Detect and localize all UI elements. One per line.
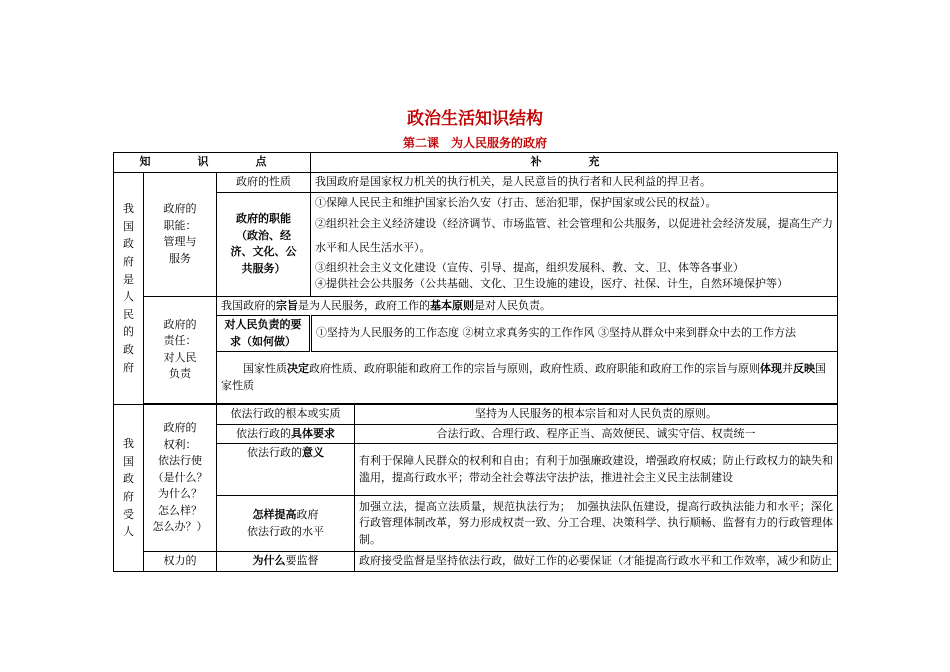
lesson-subtitle: 第二课 为人民服务的政府 [402,136,547,150]
func-item-4: ④提供社会公共服务（公共基础、文化、卫生设施的建设，医疗、社保、计生，自然环境保护等） [315,277,789,291]
purpose-text: 我国政府的宗旨是为人民服务，政府工作的基本原则是对人民负责。 [217,296,838,316]
nature-label: 政府的性质 [217,172,311,192]
power-q3: 依法行政的意义 [217,444,355,496]
power-q1: 依法行政的根本或实质 [217,405,355,425]
func-item-1: ①保障人民民主和维护国家长治久安（打击、惩治犯罪，保护国家或公民的权益）。 [315,196,717,210]
table-header-row [114,153,838,173]
table-row [114,444,838,496]
section1-label: 我 国 政 府 是 人 民 的 政 府 [114,172,144,405]
requirement-text: ①坚持为人民服务的工作态度 ②树立求真务实的工作作风 ③坚持从群众中来到群众中去的工作方法 [311,316,838,352]
supervision-a: 政府接受监督是坚持依法行政，做好工作的必要保证（才能提高行政水平和工作效率，减少和防止 [355,552,838,572]
func-item-3: ③组织社会主义文化建设（宣传、引导、提高，组织发展科、教、文、卫、体等各事业） [315,260,745,274]
func-label: 政府的职能 （政治、经 济、文化、公 共服务） [217,192,311,296]
power-a2: 合法行政、合理行政、程序正当、高效便民、诚实守信、权责统一 [355,424,838,444]
supervision-q: 为什么要监督 [217,552,355,572]
knowledge-table [113,152,838,572]
nature-text: 我国政府是国家权力机关的执行机关，是人民意旨的执行者和人民利益的捍卫者。 [311,172,838,192]
nature-decides-text: 国家性质决定政府性质、政府职能和政府工作的宗旨与原则，政府性质、政府职能和政府工作的宗旨与原则体现并反映国家性质 [217,352,838,404]
requirement-label: 对人民负责的要求（如何做） [217,316,311,352]
header-knowledge-point: 知 识 点 [114,153,311,173]
table-row [114,552,838,572]
table-row [114,352,838,404]
table-row [114,316,838,352]
power-label: 政府的 权利： 依法行使 （是什么？ 为什么？ 怎么样？ 怎么办？） [144,405,217,552]
page-title: 政治生活知识结构 [407,109,543,129]
table-row [114,424,838,444]
section2-label: 我 国 政 府 受 人 [114,405,144,572]
func-item-2: ②组织社会主义经济建设（经济调节、市场监管、社会管理和公共服务，以促进社会经济发展，提高生产力水平和人民生活水平）。 [315,216,834,254]
table-row [114,296,838,316]
table-row [114,496,838,552]
supervision-label: 权力的 [144,552,217,572]
table-row [114,192,838,296]
power-q4: 怎样提高政府 依法行政的水平 [217,496,355,552]
functions-label: 政府的 职能： 管理与 服务 [144,172,217,296]
power-a3: 有利于保障人民群众的权利和自由；有利于加强廉政建设，增强政府权威；防止行政权力的缺失和滥用，提高行政水平；带动全社会尊法守法护法，推进社会主义民主法制建设 [355,444,838,496]
header-supplement: 补 充 [311,153,838,173]
power-a4: 加强立法，提高立法质量，规范执法行为； 加强执法队伍建设，提高行政执法能力和水平；深化行政管理体制改革，努力形成权责一致、分工合理、决策科学、执行顺畅、监督有力的行政管理体制。 [355,496,838,552]
table-row [114,172,838,192]
func-items [311,192,838,296]
responsibility-label: 政府的 责任： 对人民 负责 [144,296,217,404]
power-a1: 坚持为人民服务的根本宗旨和对人民负责的原则。 [355,405,838,425]
power-q2: 依法行政的具体要求 [217,424,355,444]
table-row [114,405,838,425]
